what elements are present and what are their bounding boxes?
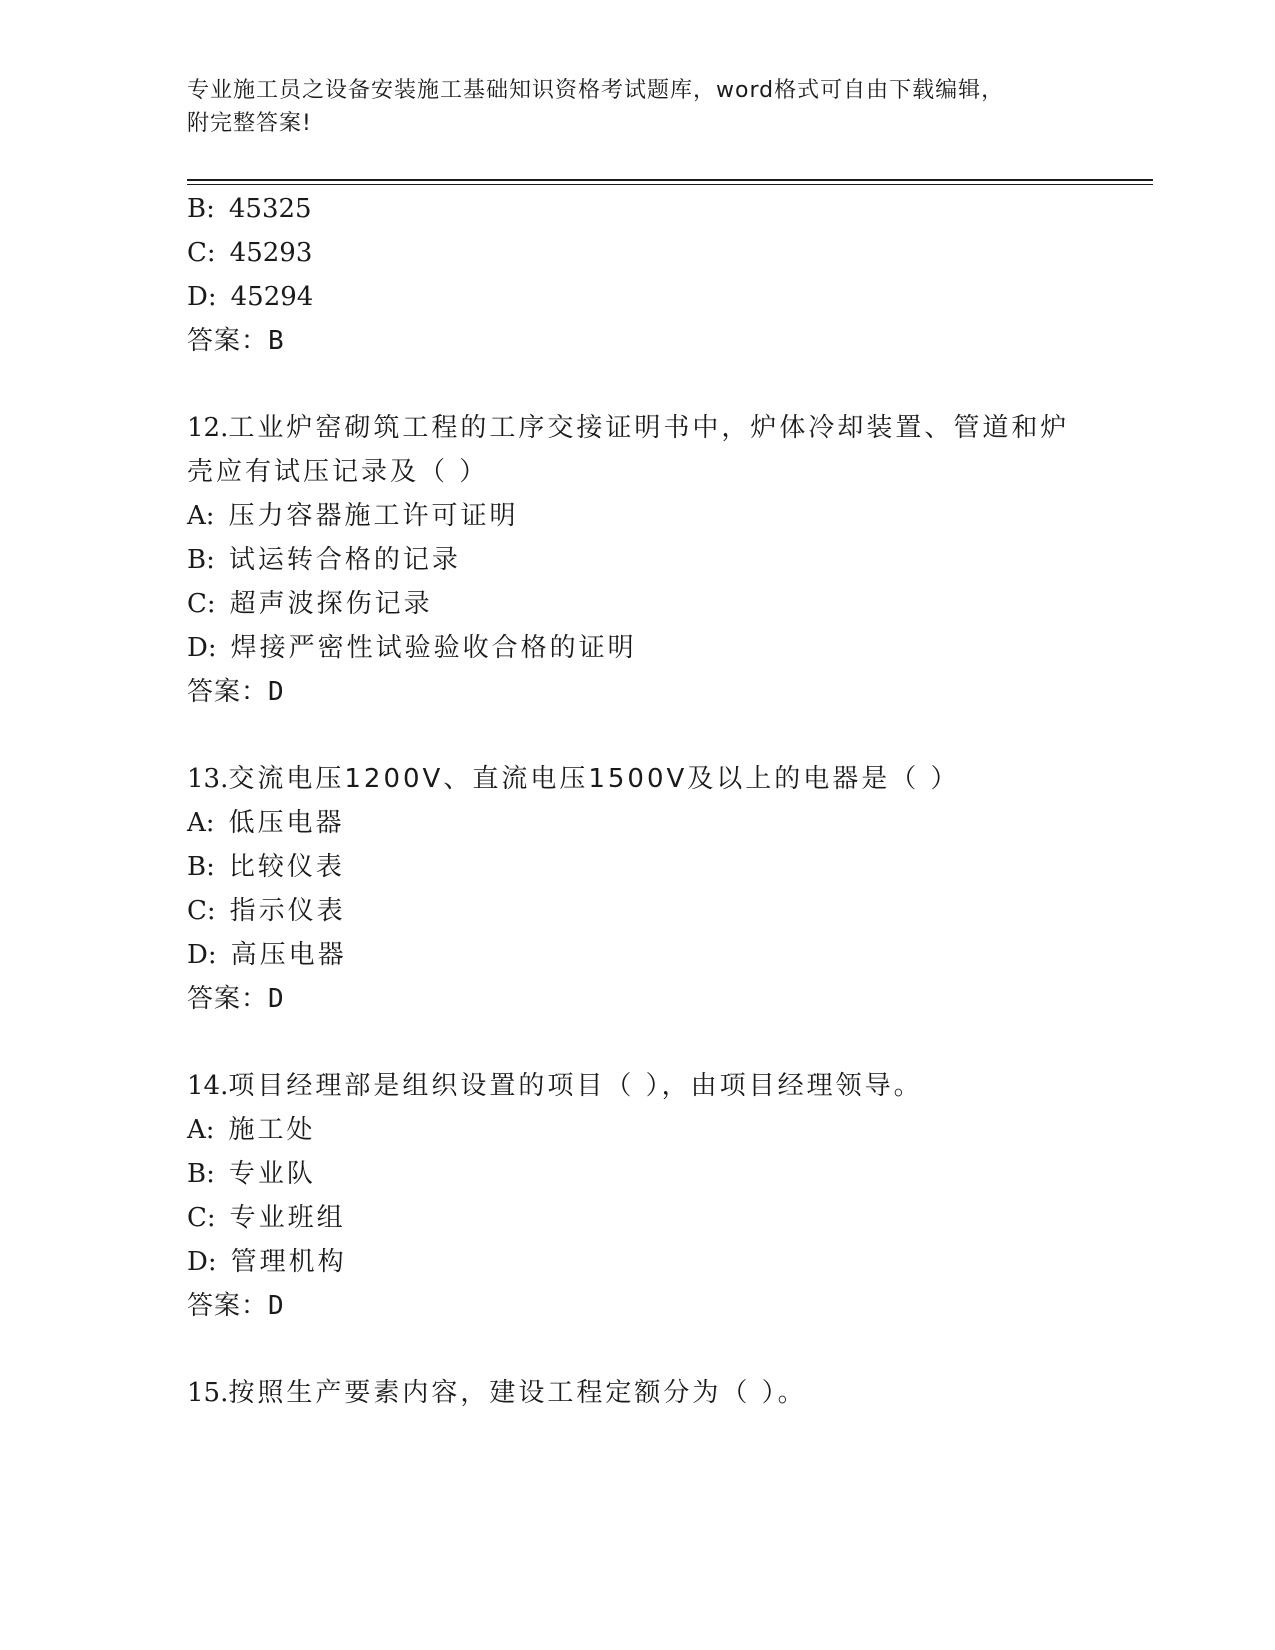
question-stem: 项目经理部是组织设置的项目（ ），由项目经理领导。 xyxy=(228,1071,923,1101)
option-text: 超声波探伤记录 xyxy=(229,589,433,619)
option-label: D: xyxy=(187,633,217,663)
option-label: C: xyxy=(187,238,216,268)
option-label: B: xyxy=(187,545,215,575)
option-label: B: xyxy=(187,194,215,224)
question-stem: 工业炉窑砌筑工程的工序交接证明书中，炉体冷却装置、管道和炉 xyxy=(228,413,1070,443)
q13-option-a xyxy=(187,806,345,840)
answer-label: 答案： xyxy=(187,677,269,707)
question-number: 14. xyxy=(187,1071,229,1101)
q12-answer xyxy=(187,675,285,709)
q13-answer xyxy=(187,982,285,1016)
option-text: 专业队 xyxy=(228,1159,316,1189)
question-stem: 按照生产要素内容，建设工程定额分为（ ）。 xyxy=(228,1378,807,1408)
option-label: C: xyxy=(187,896,216,926)
header-divider-thin xyxy=(187,184,1153,185)
answer-value: B xyxy=(268,326,285,356)
option-label: B: xyxy=(187,1159,215,1189)
option-text: 低压电器 xyxy=(228,808,345,838)
prev-option-b xyxy=(187,192,312,226)
answer-value: D xyxy=(268,1291,285,1321)
header-divider-thick xyxy=(187,179,1153,181)
option-text: 管理机构 xyxy=(230,1247,347,1277)
option-label: A: xyxy=(187,501,215,531)
option-label: C: xyxy=(187,589,216,619)
q12-option-c xyxy=(187,587,433,621)
header-title-line-1: 专业施工员之设备安装施工基础知识资格考试题库，word格式可自由下载编辑， xyxy=(187,78,1005,103)
q14-option-a xyxy=(187,1113,316,1147)
question-number: 13. xyxy=(187,764,229,794)
option-text: 比较仪表 xyxy=(228,852,345,882)
q14-option-c xyxy=(187,1201,346,1235)
question-stem: 交流电压1200V、直流电压1500V及以上的电器是（ ） xyxy=(228,764,960,794)
q14-stem-line-1 xyxy=(187,1069,923,1103)
q13-option-d xyxy=(187,938,347,972)
q14-answer xyxy=(187,1289,285,1323)
option-label: A: xyxy=(187,1115,215,1145)
q12-option-a xyxy=(187,499,519,533)
option-label: D: xyxy=(187,940,217,970)
q12-stem-line-2: 壳应有试压记录及（ ） xyxy=(187,457,489,487)
option-text: 试运转合格的记录 xyxy=(228,545,461,575)
answer-value: D xyxy=(268,677,285,707)
q13-option-b xyxy=(187,850,345,884)
option-label: A: xyxy=(187,808,215,838)
option-text: 压力容器施工许可证明 xyxy=(228,501,519,531)
document-header xyxy=(187,74,1087,140)
option-text: 45293 xyxy=(229,238,313,268)
question-number: 15. xyxy=(187,1378,229,1408)
answer-label: 答案： xyxy=(187,1291,269,1321)
q13-option-c xyxy=(187,894,346,928)
option-label: D: xyxy=(187,282,217,312)
option-label: C: xyxy=(187,1203,216,1233)
q12-option-b xyxy=(187,543,461,577)
header-title-line-2: 附完整答案! xyxy=(187,111,312,136)
q12-stem-line-1 xyxy=(187,411,1069,445)
option-text: 专业班组 xyxy=(229,1203,346,1233)
prev-option-c xyxy=(187,236,312,270)
q14-option-b xyxy=(187,1157,316,1191)
option-label: B: xyxy=(187,852,215,882)
q13-stem-line-1 xyxy=(187,762,960,796)
question-number: 12. xyxy=(187,413,229,443)
answer-label: 答案： xyxy=(187,984,269,1014)
q12-option-d xyxy=(187,631,637,665)
prev-option-d xyxy=(187,280,313,314)
option-text: 高压电器 xyxy=(230,940,347,970)
option-text: 焊接严密性试验验收合格的证明 xyxy=(230,633,637,663)
option-label: D: xyxy=(187,1247,217,1277)
q15-stem-line-1 xyxy=(187,1376,807,1410)
answer-label: 答案： xyxy=(187,326,269,356)
answer-value: D xyxy=(268,984,285,1014)
option-text: 指示仪表 xyxy=(229,896,346,926)
option-text: 45294 xyxy=(230,282,314,312)
prev-answer xyxy=(187,324,285,358)
q14-option-d xyxy=(187,1245,347,1279)
option-text: 45325 xyxy=(228,194,312,224)
option-text: 施工处 xyxy=(228,1115,316,1145)
